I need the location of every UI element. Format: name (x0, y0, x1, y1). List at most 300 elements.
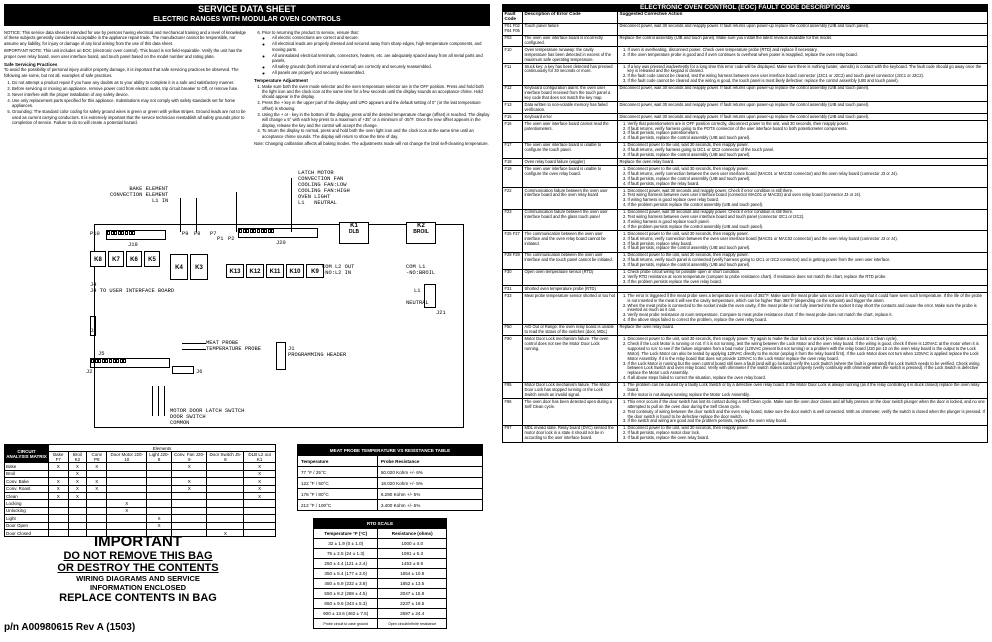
fault-description: Keyboard configuration alarm: the oven user interface board received from the touch panel a key code that does not match the key map. (523, 85, 618, 102)
matrix-cell: X (244, 463, 276, 470)
rtd-row (314, 589, 447, 599)
fault-action-step: 1. The error is triggered if the meat probe sees a temperature in excess of 392°F. Make sure the meat probe was not used in such way that it could have seen such temperature. If the life of the probe is not inserted in the meat it will see the cavity temperature, which can be higher than 392°F (depending on the setpoint) and trigger the alarm. (628, 294, 986, 304)
fault-action (618, 142, 988, 159)
meat-probe-table (297, 444, 483, 511)
matrix-cell: X (172, 485, 207, 492)
label-j20: J20 (276, 240, 286, 246)
safe-servicing-list (4, 80, 248, 125)
fault-action-step: 2. Test continuity of wiring between the door switch and the oven relay board, make sure the door switch is well connected. With an ohmmeter, verify the switch is closed when the plunger is pressed. If the door switch is found to be defective replace the door switch. (628, 410, 986, 420)
temperature-column (254, 30, 490, 149)
fault-action-step: 1. Check probe circuit wiring for possible open or short condition. (628, 270, 986, 275)
matrix-cell (107, 463, 147, 470)
matrix-cell: X (68, 470, 87, 477)
rtd-row (314, 579, 447, 589)
matrix-row-label: Door Closed (5, 529, 49, 536)
matrix-row-label: Door Open (5, 522, 49, 529)
matrix-row (5, 500, 276, 507)
matrix-col: Door Switch J5-8 (207, 452, 244, 463)
fault-action (618, 159, 988, 166)
matrix-cell: X (107, 507, 147, 514)
matrix-col: Light J20-8 (147, 452, 172, 463)
matrix-cell: X (172, 478, 207, 485)
rtd-row (314, 539, 447, 549)
matrix-cell (49, 470, 69, 477)
neutral-label: NEUTRAL (406, 300, 429, 306)
matrix-cell (207, 522, 244, 529)
fault-action-step: 2. Test wiring harness between oven user interface board and touch panel (connector I2C1 or I2C2). (628, 215, 986, 220)
fault-action (618, 188, 988, 210)
matrix-title: CIRCUIT ANALYSIS MATRIX (5, 445, 49, 463)
connector-j19 (106, 230, 166, 240)
meat-probe-cell: 3.400 Kohm +/- 5% (377, 500, 482, 511)
meat-probe-header: Temperature (298, 456, 378, 467)
relay-k6: K6 (126, 251, 142, 267)
rtd-cell: 250 ± 4.4 (121 ± 2.4) (314, 559, 378, 569)
rtd-cell: 550 ± 8.2 (288 ± 4.5) (314, 589, 378, 599)
fault-action-step: 3. If the problem persists replace the oven relay board. (628, 280, 986, 285)
relay-k4: K4 (170, 254, 188, 280)
matrix-cell (107, 485, 147, 492)
fault-action (618, 336, 988, 382)
rtd-row (314, 569, 447, 579)
fault-action-step: 2. If fault returns, verify harness going to the POTS connector of the user interface board to both potentiometer components. (628, 127, 986, 132)
fault-action-step: 2. Check if the Lock Motor is running or not. If it is not running, test the wiring between the Lock Motor and the oven relay board. If the wiring is good, check if there is 120VAC at the motor when it is supposed to run: to see if the failure originates from a bad motor (120VAC present but not turning) or a problem with the relay board (J20 pin 10 on the oven relay board is the output to the Lock Motor). The Lock Motor can also be tested by applying 120VAC directly to the motor (unplug it from the relay board first). If the Lock Motor does not turn when 120VAC is applied replace the Lock Motor Assembly. If it is the relay board that does not provide 120VAC to the Lock Motor replace the oven relay board. (628, 342, 986, 362)
fault-row (503, 114, 988, 121)
fault-action-step: Disconnect power, wait 30 seconds and reapply power. If fault returns upon power-up replace the control assembly (UIB and touch panel). (619, 113, 870, 119)
fault-code: F13 (503, 102, 523, 114)
fault-row (503, 159, 988, 166)
fault-action (618, 23, 988, 35)
connector-j20 (238, 228, 318, 238)
rtd-row (314, 609, 447, 619)
matrix-cell (87, 492, 107, 499)
fault-header: Description of Error Code (523, 11, 618, 23)
com-l2-label: COM L2 OUT -NO:L2 IN (322, 264, 355, 276)
fault-header: Fault Code (503, 11, 523, 23)
fault-action-step: 2. If the motor is not always running replace the Motor Lock Assembly. (628, 393, 986, 398)
fault-action (618, 64, 988, 86)
matrix-cell (244, 522, 276, 529)
fault-action (618, 382, 988, 399)
fault-action-step: 4. If the above steps failed to correct the problem, replace the oven relay board. (628, 318, 986, 323)
j4-label: J4 J4 TO USER INTERFACE BOARD (90, 282, 175, 294)
fault-action (618, 85, 988, 102)
fault-action (618, 269, 988, 286)
fault-action-step: 3. If the Lock Motor is running but the oven control board still sees a fault (and will go lockout) verify the Lock Switch (where the fault is generated) the Lock Switch needs to be verified. Check wiring between Lock Switch and oven relay board. Verify with ohmmeter if the switch makes contact properly (verify continuity with ohmmeter when the switch is pressed). If the Lock Switch is defective replace the Motor Lock Assembly. (628, 362, 986, 377)
fault-action-step: 2. When the meat probe is connected to the socket inside the oven cavity, if the meat probe is not fully inserted into the socket it may short the contacts and cause the error. Make sure the probe is inserted as much as it can. (628, 304, 986, 314)
matrix-cell (207, 492, 244, 499)
fault-row (503, 142, 988, 159)
fault-code: F97 (503, 425, 523, 442)
fault-row (503, 286, 988, 293)
matrix-cell: X (49, 478, 69, 485)
fault-action-step: 3. If wiring harness is good replace touch panel. (628, 220, 986, 225)
matrix-cell: X (49, 492, 69, 499)
fault-code: F15 (503, 114, 523, 121)
fault-action-step: Replace the control assembly (UIB and touch panel). Make sure you install the latest revision available for this model. (619, 35, 833, 41)
rtd-foot: Probe circuit to case ground (314, 619, 378, 629)
matrix-row-label: Light (5, 515, 49, 522)
fault-row (503, 64, 988, 86)
j2-label: J2 (86, 369, 93, 375)
fault-row (503, 85, 988, 102)
temperature-note: Note: Changing calibration affects all baking modes. The adjustments made will not change the broil self-cleaning temperature. (254, 141, 489, 147)
fault-description: The oven door has been detected open during a Self Clean cycle. (523, 399, 618, 426)
sheet-header (4, 4, 490, 26)
matrix-cell (244, 500, 276, 507)
matrix-row (5, 507, 276, 514)
meat-probe-cell: 176 °F / 80°C (298, 489, 378, 500)
matrix-row (5, 522, 276, 529)
rtd-scale-table (313, 518, 447, 629)
fault-action-step: 2. If fault returns, verify connection between the oven user interface board (MAC01 or MAC02 connector) and the oven relay board (connector J3 or J4). (628, 237, 986, 242)
fault-action (618, 121, 988, 143)
matrix-cell (147, 463, 172, 470)
fault-action-step: 1. Disconnect power to the unit, wait 30 seconds, then reapply power. (628, 143, 986, 148)
matrix-cell (49, 522, 69, 529)
matrix-cell (49, 500, 69, 507)
temperature-adjustment-list (254, 84, 490, 140)
fault-row (503, 293, 988, 324)
rtd-cell: 1453 ± 8.9 (378, 559, 447, 569)
j1-label: J1 PROGRAMMING HEADER (288, 346, 347, 358)
matrix-cell (147, 470, 172, 477)
matrix-row-label: Unlocking (5, 507, 49, 514)
label-j19: J19 (128, 242, 138, 248)
fault-action (618, 231, 988, 253)
fault-description: The oven user interface board is unable to configure the oven relay board. (523, 166, 618, 188)
fault-action-step: 1. If oven is overheating, disconnect power. Check oven temperature probe (RTD) and replace if necessary. (628, 48, 986, 53)
relay-k10: K10 (286, 264, 304, 278)
fault-action-step: 3. If fault persists, replace relay board. (628, 242, 986, 247)
matrix-col: Bake F7 (49, 452, 69, 463)
relay-k12: K12 (246, 264, 264, 278)
important-line: REPLACE CONTENTS IN BAG (59, 592, 217, 604)
relay-k7: K7 (108, 251, 124, 267)
fault-description: Open oven temperature sensor (RTD) (523, 269, 618, 286)
fault-action (618, 286, 988, 293)
matrix-cell (244, 515, 276, 522)
matrix-cell: X (68, 478, 87, 485)
fault-description: Stuck key: a key has been detected has pressed continuously for 30 seconds or more. (523, 64, 618, 86)
fault-action-step: 1. Disconnect power to the unit, wait 30 seconds, then reapply power. (628, 426, 986, 431)
matrix-cell: X (172, 463, 207, 470)
relay-k1: K1 DLB (339, 222, 369, 244)
fault-action (618, 114, 988, 121)
fault-code: F19 (503, 166, 523, 188)
temp-item: 2. Press the + key in the upper part of the display until UPO appears and the default setting of 0° (or the last temperature offset) is showing. (262, 100, 490, 111)
matrix-cell (87, 515, 107, 522)
meat-probe-cell: 212 °F / 100°C (298, 500, 378, 511)
fault-description: The oven user interface board cannot read the potentiometers. (523, 121, 618, 143)
safe-item: 3. Never interfere with the proper installation of any safety device. (12, 92, 248, 97)
matrix-cell (107, 515, 147, 522)
matrix-col: Conv. Fan J20-9 (172, 452, 207, 463)
fault-action-step: 2. Verify RTD resistance at room temperature (compare to probe resistance chart). If resistance does not match the chart, replace the RTD probe. (628, 275, 986, 280)
bullet: ◦ All electric connections are correct and secure. (272, 35, 490, 40)
matrix-cell (68, 507, 87, 514)
relay-board-diagram (86, 170, 476, 432)
relay-k11: K11 (266, 264, 284, 278)
fault-action (618, 102, 988, 114)
temp-item: 3. Using the + or - key in the bottom of the display, press until the desired temperature change (offset) is reached. The display will change ± 5° with each key press to a maximum of +35° or a minimum of -35°F. Once the new offset appears in the display, release the key and the control will accept the change. (262, 112, 490, 128)
fault-description: Shorted oven temperature probe (RTD) (523, 286, 618, 293)
matrix-cell: X (87, 478, 107, 485)
fault-action-step: 4. If the problem persists replace the control assembly (UIB and touch panel). (628, 203, 986, 208)
j5-label: J5 (98, 351, 105, 357)
matrix-cell (207, 485, 244, 492)
temp-item: 4. To return the display to normal, press and hold both the oven light icon and the clock icon at the same time until an acceptance chime sounds. The display will return to show the time of day. (262, 128, 490, 139)
connector-j5 (90, 358, 170, 368)
fault-description: Oven temperature runaway: the cavity temperature has been detected in excess of the maximum safe operating temperature. (523, 47, 618, 64)
bullet: ◦ All electrical leads are properly dressed and secured away from sharp edges, high-temperature components, and moving parts. (272, 41, 490, 52)
matrix-cell: X (244, 485, 276, 492)
fault-action-step: 2. If the fault code cannot be cleared, test the wiring harness between oven user interface board connector (J2C1 or J2C2) and touch panel connector (J2C1 or J2C2). (628, 74, 986, 79)
fault-action-step: 1. Disconnect power, wait 30 seconds and reapply power. Check if error condition is still there. (628, 189, 986, 194)
meat-probe-cell: 122 °F / 50°C (298, 478, 378, 489)
wire (182, 343, 206, 344)
output-labels: LATCH MOTOR CONVECTION FAN COOLING FAN:LOW COOLING FAN:HIGH OVEN LIGHT L1 NEUTRAL (298, 170, 350, 206)
fault-description: A/D Out of Range: the oven relay board is unable to read the status of the switches (door, MDL) (523, 324, 618, 336)
matrix-cell (147, 492, 172, 499)
bullet: ◦ All safety grounds (both internal and external) are correctly and securely reassembled. (272, 64, 490, 69)
fault-action-step: 3. If wiring harness is good replace oven relay board. (628, 198, 986, 203)
matrix-cell (172, 492, 207, 499)
matrix-col: Broil K2 (68, 452, 87, 463)
fault-row (503, 102, 988, 114)
connector-j6 (172, 366, 194, 374)
fault-code: F17 (503, 142, 523, 159)
fault-row (503, 23, 988, 35)
safe-item: 2. Before servicing or moving an appliance, remove power cord from electric outlet, trip circuit breaker to Off, or remove fuse. (12, 86, 248, 91)
fault-action-step: 4. If fault persists, replace the control assembly (UIB and touch panel). (628, 246, 986, 251)
fault-code: F23 (503, 209, 523, 231)
matrix-cell (68, 500, 87, 507)
rtd-header: Temperature °F (°C) (314, 529, 378, 539)
matrix-cell: X (244, 478, 276, 485)
matrix-cell (147, 478, 172, 485)
matrix-row-label: Bake (5, 463, 49, 470)
fault-action-step: 1. Verify that potentiometers are in OFF position correctly, disconnect power to the unit, wait 30 seconds, then reapply power. (628, 122, 986, 127)
matrix-row-label: Conv. Roast (5, 485, 49, 492)
rtd-row (314, 549, 447, 559)
matrix-col: Conv P8 (87, 452, 107, 463)
matrix-cell (207, 463, 244, 470)
matrix-cell (207, 470, 244, 477)
matrix-cell (87, 470, 107, 477)
elements-header: Elements (49, 445, 276, 452)
relay-k13: K13 (226, 264, 244, 278)
matrix-cell (172, 500, 207, 507)
rtd-cell: 2697 ± 24.4 (378, 609, 447, 619)
label-p10: P10 (90, 231, 100, 237)
fault-action-step: 2. If fault persists, replace motor door lock. (628, 431, 986, 436)
rtd-cell: 2237 ± 18.5 (378, 599, 447, 609)
fault-action (618, 324, 988, 336)
fault-row (503, 382, 988, 399)
rtd-cell: 1091 ± 5.3 (378, 549, 447, 559)
matrix-cell: X (207, 529, 244, 536)
fault-action-step: 2. If fault returns, verify harness going to I2C1 or I2C2 connector of the touch panel. (628, 148, 986, 153)
fault-row (503, 252, 988, 269)
fault-action-step: Replace the oven relay board. (619, 158, 675, 164)
safe-item-6 (254, 30, 490, 75)
fault-action-step: 2. If fault returns, verify touch panel is connected (verify harness going to I2C1 or I2C2 connector) and is getting power from the oven user interface. (628, 258, 986, 263)
important-note-text: IMPORTANT NOTE: This unit includes an EOC (electronic oven control). This board is not field-repairable. Verify the unit has the proper oven relay board, oven user interface board, and touch panel based on the model number and rating plate. (4, 48, 243, 59)
matrix-row-label: Clean (5, 492, 49, 499)
label-p7: P7 (210, 231, 217, 237)
fault-description: Motor Door Lock mechanism failure. The Motor Door Lock has stopped running or the Lock Switch sends an invalid signal. (523, 382, 618, 399)
fault-code: F10 (503, 47, 523, 64)
fault-description: The communication between the oven user interface and the touch panel cannot be initiated. (523, 252, 618, 269)
matrix-row (5, 485, 276, 492)
fault-description: Communication failure between the oven user interface board and the oven relay board (523, 188, 618, 210)
matrix-cell: X (244, 492, 276, 499)
matrix-cell (107, 478, 147, 485)
important-title: IMPORTANT (93, 533, 183, 550)
label-p9: P9 (182, 231, 189, 237)
l1-label: L1 (414, 288, 421, 294)
safe-item-6-bullets (262, 35, 490, 75)
matrix-cell (147, 500, 172, 507)
label-p2: P2 (228, 236, 235, 242)
fault-code: F96 (503, 399, 523, 426)
fault-action-step: 4. If the problem persists replace the control assembly (UIB and touch panel). (628, 225, 986, 230)
matrix-cell (49, 515, 69, 522)
sheet-subtitle: ELECTRIC RANGES WITH MODULAR OVEN CONTROLS (153, 16, 341, 23)
fault-action-step: 1. Disconnect power to the unit, wait 30 seconds, then reapply power. (628, 253, 986, 258)
fault-description: The oven user interface board is incorrectly configured. (523, 35, 618, 47)
fault-description: Motor Door Lock mechanism failure. The oven control does not see the Motor Door Lock running. (523, 336, 618, 382)
safe-item: 5. Grounding: The standard color coding for safety ground wires is green or green with yellow stripes. Ground leads are not to be used as current carrying conductors. It is extremely important that the service technician reestablish all safety grounds prior to completion of service. Failure to do so will create a potential hazard. (12, 109, 248, 125)
meat-probe-title: MEAT PROBE TEMPERATURE VS RESISTANCE TABLE (298, 445, 483, 456)
j3-label: J3 (90, 328, 97, 334)
wire (182, 349, 206, 350)
matrix-cell (207, 500, 244, 507)
fault-action-step: 4. If all above steps failed to correct the situation, replace the oven relay board. (628, 376, 986, 381)
j21-label: J21 (436, 310, 446, 316)
fault-row (503, 425, 988, 442)
j6-label: J6 (196, 369, 203, 375)
fault-action-step: 1. Disconnect power to the unit, wait 30 seconds, then reapply power. Try again to make the door lock or unlock (ex: initiate a Lockout or a Clean cycle). (628, 337, 986, 342)
fault-description: Data written to non-volatile memory has failed verification. (523, 102, 618, 114)
fault-action (618, 47, 988, 64)
fault-code: F25 F27 (503, 231, 523, 253)
rtd-cell: 32 ± 1.9 (0 ± 1.0) (314, 539, 378, 549)
fault-action (618, 252, 988, 269)
meat-probe-cell: 18.020 Kohm +/- 5% (377, 478, 482, 489)
fault-code: F03 (503, 35, 523, 47)
rtd-cell: 900 ± 13.6 (482 ± 7.5) (314, 609, 378, 619)
matrix-col: Door Motor J20-10 (107, 452, 147, 463)
fault-code: F50 (503, 324, 523, 336)
matrix-cell (87, 500, 107, 507)
relay-k9: K9 (306, 264, 324, 278)
rtd-cell: 650 ± 9.6 (343 ± 5.3) (314, 599, 378, 609)
rtd-cell: 1654 ± 10.8 (378, 569, 447, 579)
important-line: OR DESTROY THE CONTENTS (57, 562, 219, 574)
relay-k3: K3 (190, 254, 208, 280)
fault-action-step: 3. If fault persists, replace the control assembly (UIB and touch panel). (628, 177, 986, 182)
rtd-cell: 450 ± 6.9 (232 ± 3.8) (314, 579, 378, 589)
rtd-row (314, 559, 447, 569)
meat-probe-header: Probe Resistance (377, 456, 482, 467)
label-p1: P1 (217, 236, 224, 242)
temperature-adjustment-heading: Temperature Adjustment (254, 78, 308, 84)
sheet-title: SERVICE DATA SHEET (198, 4, 296, 14)
wire (152, 386, 153, 416)
fault-action-step: 3. Verify meat probe resistance at room temperature. Compare to meat probe resistance chart. If the meat probe does not match the chart, replace it. (628, 313, 986, 318)
important-line: WIRING DIAGRAMS AND SERVICE (76, 574, 200, 583)
matrix-cell (207, 478, 244, 485)
matrix-cell (87, 522, 107, 529)
fault-row (503, 47, 988, 64)
fault-description: MDL invalid state. Relay board (DVC) sensed the motor door lock in a state it should not be in according to the user interface board. (523, 425, 618, 442)
fault-description: Touch panel failure (523, 23, 618, 35)
com-l1-label: COM L1 -NO:BROIL (406, 264, 436, 276)
temp-item: 1. Make sure both the oven mode selector and the oven temperature selector are in the OFF position. Press and hold both the light icon and the clock icon at the same time for a few seconds until the display sounds an acceptance chime. Hold should appear in the display. (262, 84, 490, 100)
fault-action (618, 209, 988, 231)
matrix-cell (107, 470, 147, 477)
fault-action-step: Disconnect power, wait 30 seconds and reapply power. If fault returns upon power-up replace the control assembly (UIB and touch panel). (619, 85, 870, 91)
matrix-cell: X (68, 463, 87, 470)
bullet: ◦ All uninsulated electrical terminals, connectors, heaters, etc. are adequately spaced away from all metal parts and panels. (272, 53, 490, 64)
safe-item: 1. Do not attempt a product repair if you have any doubts as to your ability to complete it in a safe and satisfactory manner. (12, 80, 248, 85)
fault-code: F16 (503, 121, 523, 143)
fault-action (618, 293, 988, 324)
part-number: p/n A00980615 Rev A (1503) (4, 622, 136, 633)
rtd-cell: 75 ± 2.5 (24 ± 1.3) (314, 549, 378, 559)
fault-header: Suggested Corrective Action (618, 11, 988, 23)
fault-row (503, 231, 988, 253)
fault-action-step: 1. The problem can be caused by a faulty Lock Switch or by a defective oven relay board. If the Motor Door Lock is always running (as if the relay controlling it is stuck closed) replace the oven relay board. (628, 383, 986, 393)
fault-row (503, 166, 988, 188)
matrix-cell (172, 515, 207, 522)
fault-action (618, 425, 988, 442)
rtd-cell: 1852 ± 13.5 (378, 579, 447, 589)
safe-item: 4. Use only replacement parts specified for this appliance. Substitutions may not comply with safety standards set for home appliances. (12, 98, 248, 109)
meat-probe-cell: 50.020 Kohm +/- 6% (377, 467, 482, 478)
safe-item-6-text: Prior to returning the product to service, ensure that: (262, 30, 359, 35)
rtd-cell: 1000 ± 4.0 (378, 539, 447, 549)
relay-k5: K5 (144, 251, 160, 267)
fault-code: F01 F02 F04 F05 (503, 23, 523, 35)
intro-column (4, 30, 248, 126)
fault-action-step: Disconnect power, wait 30 seconds and reapply power. If fault returns upon power-up replace the control assembly (UIB and touch panel). (619, 23, 870, 29)
door-switch-label: MOTOR DOOR LATCH SWITCH DOOR SWITCH COMMON (170, 408, 245, 426)
fault-code: F28 F29 (503, 252, 523, 269)
fault-row (503, 399, 988, 426)
fault-description: Keyboard error (523, 114, 618, 121)
fault-action-step: 1. Disconnect power to the unit, wait 30 seconds, then reapply power. (628, 232, 986, 237)
matrix-cell (107, 492, 147, 499)
matrix-cell (107, 522, 147, 529)
connector-j1 (276, 342, 286, 370)
matrix-row-label: Conv. Bake (5, 478, 49, 485)
fault-description: Oven relay board failure (wiggler) (523, 159, 618, 166)
fault-row (503, 35, 988, 47)
fault-action (618, 35, 988, 47)
fault-row (503, 324, 988, 336)
matrix-cell: X (87, 463, 107, 470)
important-line: INFORMATION ENCLOSED (89, 583, 187, 592)
fault-action-step: 1. If a key was pressed inadvertently for a long time this error code will be displayed. Make sure there is nothing (water, utensils) in contact with the keyboard. The fault code should go away once the key is released and the keypad is cleared. (628, 65, 986, 75)
fault-action-step: 1. This error occurs if the door switch has lost its contact during a Self Clean cycle. Make sure the oven door closes and all fully presses on the door switch plunger when the door is locked, and no one attempted to pull on the oven door during the Self Clean cycle. (628, 400, 986, 410)
fault-code-table (502, 4, 988, 443)
relay-k8: K8 (90, 251, 106, 267)
bake-element-label: BAKE ELEMENT CONVECTION ELEMENT L1 IN (110, 186, 169, 204)
matrix-cell (244, 507, 276, 514)
